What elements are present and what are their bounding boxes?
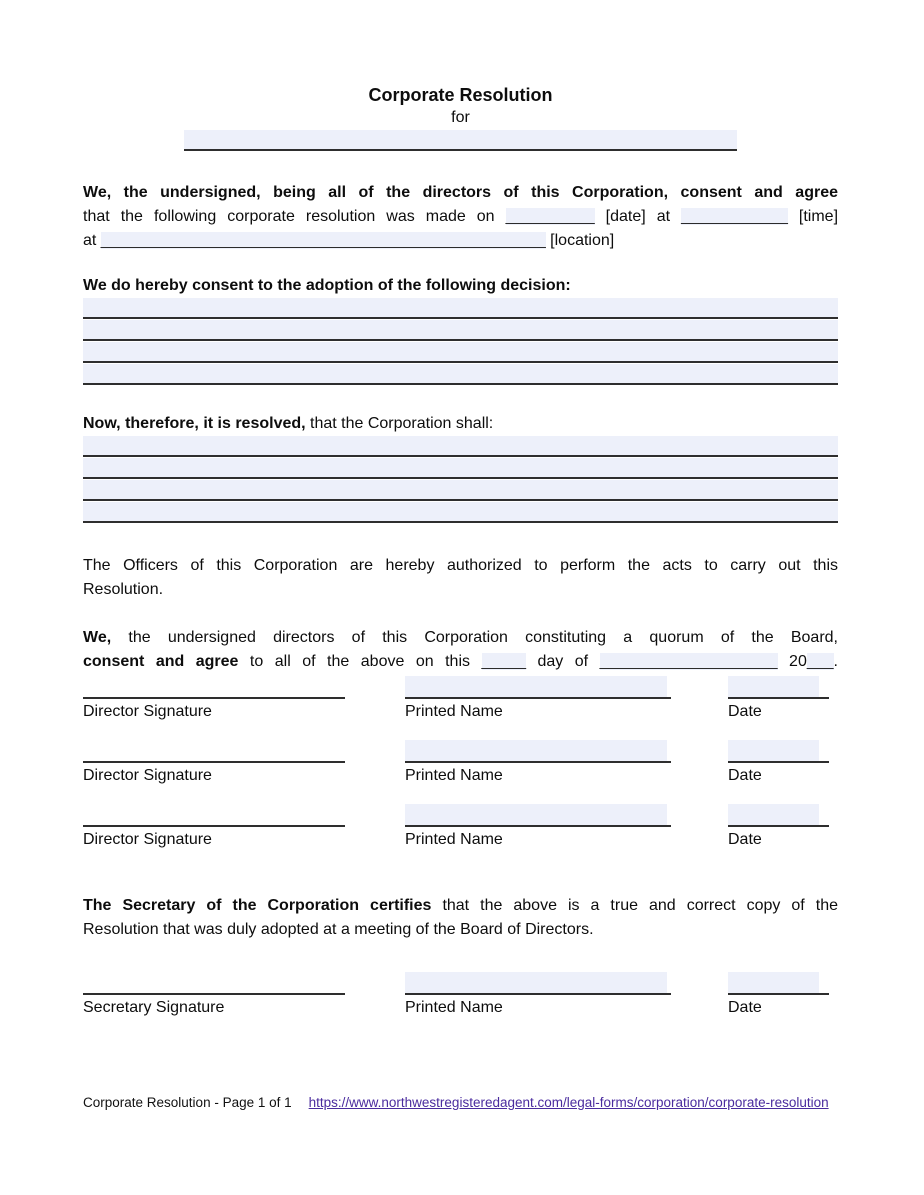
quorum-bold-2: consent and agree <box>83 653 239 670</box>
printed-name-field[interactable] <box>405 803 671 827</box>
page-footer <box>83 1094 843 1112</box>
quorum-year-prefix: 20 <box>789 653 807 670</box>
field-highlight <box>728 676 819 697</box>
location-blank-field[interactable]: __________________________________________________ <box>100 232 546 249</box>
field-highlight <box>728 972 819 993</box>
director-signature-line[interactable] <box>83 675 345 699</box>
field-highlight <box>728 740 819 761</box>
date-field[interactable] <box>728 971 829 995</box>
intro-paragraph <box>83 181 838 253</box>
date-column <box>728 803 829 851</box>
resolved-heading-bold: Now, therefore, it is resolved, <box>83 415 306 432</box>
writing-line[interactable] <box>83 364 838 385</box>
field-highlight <box>405 740 667 761</box>
signature-row <box>83 739 838 787</box>
quorum-bold: We, <box>83 629 112 646</box>
secretary-line-1 <box>83 894 838 918</box>
day-blank-field[interactable]: _____ <box>481 653 526 670</box>
decision-heading: We do hereby consent to the adoption of the following decision: <box>83 277 571 294</box>
company-name-field[interactable] <box>184 130 737 151</box>
printed-name-field[interactable] <box>405 739 671 763</box>
resolved-heading <box>83 414 838 433</box>
page-title: Corporate Resolution <box>368 85 553 105</box>
secretary-bold: The Secretary of the Corporation certifies <box>83 897 432 914</box>
writing-line[interactable] <box>83 298 838 319</box>
document-page <box>83 0 838 1019</box>
date-column <box>728 739 829 787</box>
intro-line-1: We, the undersigned, being all of the directors of this Corporation, consent and agree <box>83 184 838 201</box>
director-signature-line[interactable] <box>83 739 345 763</box>
printed-name-label: Printed Name <box>405 831 503 848</box>
quorum-paragraph <box>83 626 838 674</box>
officers-paragraph <box>83 554 838 602</box>
intro-line-2 <box>83 205 838 229</box>
printed-name-column <box>405 803 671 851</box>
secretary-paragraph <box>83 894 838 942</box>
date-bracket-label: [date] at <box>605 208 671 225</box>
quorum-dayof-label: day of <box>537 653 589 670</box>
writing-line[interactable] <box>83 502 838 523</box>
director-signature-column <box>83 803 345 851</box>
title-block <box>83 84 838 151</box>
secretary-signature-label: Secretary Signature <box>83 999 225 1016</box>
writing-line[interactable] <box>83 436 838 457</box>
page-number-label: Corporate Resolution - Page 1 of 1 <box>83 1095 292 1110</box>
signature-row <box>83 675 838 723</box>
director-signatures-section <box>83 675 838 851</box>
director-signature-column <box>83 739 345 787</box>
date-field[interactable] <box>728 803 829 827</box>
resolved-lines <box>83 436 838 523</box>
director-signature-label: Director Signature <box>83 831 212 848</box>
date-field[interactable] <box>728 675 829 699</box>
printed-name-column <box>405 675 671 723</box>
date-field[interactable] <box>728 739 829 763</box>
decision-lines <box>83 298 838 385</box>
date-column <box>728 675 829 723</box>
writing-line[interactable] <box>83 480 838 501</box>
time-bracket-label: [time] <box>798 208 839 225</box>
writing-line[interactable] <box>83 320 838 341</box>
quorum-text-2: to all of the above on this <box>249 653 471 670</box>
resolved-heading-rest: that the Corporation shall: <box>310 415 494 432</box>
printed-name-column <box>405 971 671 1019</box>
secretary-signature-section <box>83 971 838 1019</box>
quorum-text: the undersigned directors of this Corporation constituting a quorum of the Board, <box>128 629 839 646</box>
director-signature-label: Director Signature <box>83 703 212 720</box>
quorum-line-1 <box>83 626 838 650</box>
field-highlight <box>405 676 667 697</box>
printed-name-column <box>405 739 671 787</box>
source-link[interactable]: https://www.northwestregisteredagent.com/legal-forms/corporation/corporate-resolution <box>308 1095 829 1110</box>
page-subtitle: for <box>451 109 470 126</box>
printed-name-field[interactable] <box>405 675 671 699</box>
director-signature-line[interactable] <box>83 803 345 827</box>
officers-line-2: Resolution. <box>83 581 164 598</box>
officers-line-1: The Officers of this Corporation are hereby authorized to perform the acts to carry out this <box>83 557 838 574</box>
director-signature-label: Director Signature <box>83 767 212 784</box>
secretary-signature-column <box>83 971 345 1019</box>
date-label: Date <box>728 831 762 848</box>
quorum-line-2 <box>83 650 838 674</box>
director-signature-column <box>83 675 345 723</box>
intro-line-3 <box>83 229 838 253</box>
writing-line[interactable] <box>83 342 838 363</box>
writing-line[interactable] <box>83 458 838 479</box>
printed-name-field[interactable] <box>405 971 671 995</box>
printed-name-label: Printed Name <box>405 767 503 784</box>
secretary-signature-line[interactable] <box>83 971 345 995</box>
signature-row <box>83 971 838 1019</box>
location-bracket-label: [location] <box>550 232 615 249</box>
secretary-line-2: Resolution that was duly adopted at a meeting of the Board of Directors. <box>83 921 594 938</box>
intro-text: at <box>83 232 97 249</box>
field-highlight <box>728 804 819 825</box>
month-blank-field[interactable]: ____________________ <box>599 653 778 670</box>
date-label: Date <box>728 703 762 720</box>
field-highlight <box>405 972 667 993</box>
date-column <box>728 971 829 1019</box>
date-blank-field[interactable]: __________ <box>505 208 595 225</box>
resolved-section <box>83 414 838 523</box>
secretary-text: that the above is a true and correct copy of the <box>442 897 838 914</box>
quorum-period: . <box>833 653 838 670</box>
year-blank-field[interactable]: ___ <box>806 653 834 670</box>
date-label: Date <box>728 767 762 784</box>
signature-row <box>83 803 838 851</box>
time-blank-field[interactable]: ____________ <box>681 208 788 225</box>
decision-section <box>83 276 838 385</box>
printed-name-label: Printed Name <box>405 999 503 1016</box>
date-label: Date <box>728 999 762 1016</box>
intro-text: that the following corporate resolution was made on <box>83 208 495 225</box>
printed-name-label: Printed Name <box>405 703 503 720</box>
field-highlight <box>405 804 667 825</box>
